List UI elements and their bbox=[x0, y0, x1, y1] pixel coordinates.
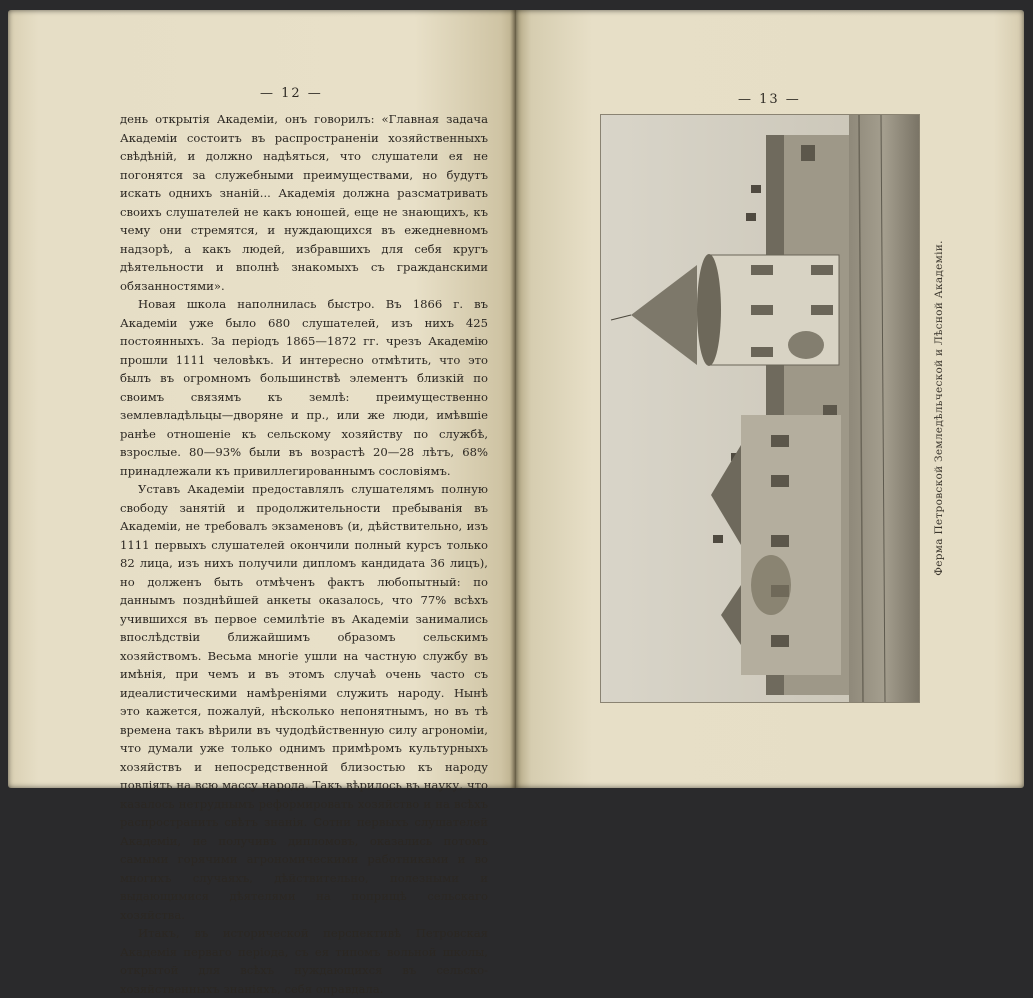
farm-photograph bbox=[600, 114, 920, 703]
paragraph: Уставъ Академіи предоставлялъ слушателямъ полную свободу занятій и продолжительности пребыванія въ Академіи, не требовалъ экзаменовъ (и, дѣйствительно, изъ 1111 первыхъ слушателей окончили полный курсъ только 82 лица, изъ нихъ получили дипломъ кандидата 36 лицъ), но долженъ быть отмѣченъ фактъ любопытный: по даннымъ позднѣйшей анкеты оказалось, что 77% всѣхъ учившихся въ первое семилѣтіе въ Академіи занимались впослѣдствіи ближайшимъ образомъ сельскимъ хозяйствомъ. Весьма многіе ушли на частную службу въ имѣнія, при чемъ и въ этомъ случаѣ очень часто съ идеалистическими намѣреніями служить народу. Нынѣ это кажется, пожалуй, нѣсколько непонятнымъ, но въ тѣ времена такъ вѣрили въ чудодѣйственную силу агрономіи, что думали уже только однимъ примѣромъ культурныхъ хозяйствъ и непосредственной близостью къ народу повліять на всю массу народа. Такъ вѣрилось въ науку, что казалось нетруднымъ реформировать хозяйство и на всѣхъ распространить свѣтъ знанія. Сотни первыхъ слушателей Академіи, не получивъ дипломовъ, оказались потомъ самыми горячими агрономическими работниками и во многихъ случаяхъ, дѣйствительно, полезными и выдающимися дѣятелями на поприщѣ сельскаго хозяйства. bbox=[120, 482, 488, 922]
body-text bbox=[120, 110, 488, 998]
left-page bbox=[8, 10, 516, 996]
photo-caption-container bbox=[928, 114, 950, 701]
page-number: — 12 — bbox=[260, 86, 323, 101]
paragraph: Итакъ, въ исторической перспективѣ Петровская Академія перваго періода, съ ея типомъ вольной школы, открытой для всѣхъ нуждающихся въ сельско-хозяйственныхъ знаніяхъ, себя оправдала. bbox=[120, 926, 488, 996]
paragraph: день открытія Академіи, онъ говорилъ: «Главная задача Академіи состоитъ въ распространеніи хозяйственныхъ свѣдѣній, и должно надѣяться, что слушатели ея не погонятся за служебными преимуществами, но будутъ искать однихъ знаній... Академія должна разсматривать своихъ слушателей не какъ юношей, еще не знающихъ, къ чему они стремятся, и нуждающихся въ ежедневномъ надзорѣ, а какъ людей, избравшихъ для себя кругъ дѣятельности и вполнѣ знакомыхъ съ гражданскими обязанностями». bbox=[120, 112, 488, 293]
paragraph: Новая школа наполнилась быстро. Въ 1866 г. въ Академіи уже было 680 слушателей, изъ нихъ 425 постоянныхъ. За періодъ 1865—1872 гг. чрезъ Академію прошли 1111 человѣкъ. И интересно отмѣтить, что это былъ въ огромномъ большинствѣ элементъ близкій по своимъ связямъ къ землѣ: преимущественно землевладѣльцы—дворяне и пр., или же люди, имѣвшіе ранѣе отношеніе къ сельскому хозяйству по службѣ, взрослые. 80—93% были въ возрастѣ 20—28 лѣтъ, 68% принадлежали къ привиллегированнымъ сословіямъ. bbox=[120, 297, 488, 478]
right-page bbox=[516, 10, 1024, 788]
photo-caption: Ферма Петровской Земледѣльческой и Лѣсной Академіи. bbox=[933, 239, 945, 576]
page-number: — 13 — bbox=[738, 92, 801, 107]
